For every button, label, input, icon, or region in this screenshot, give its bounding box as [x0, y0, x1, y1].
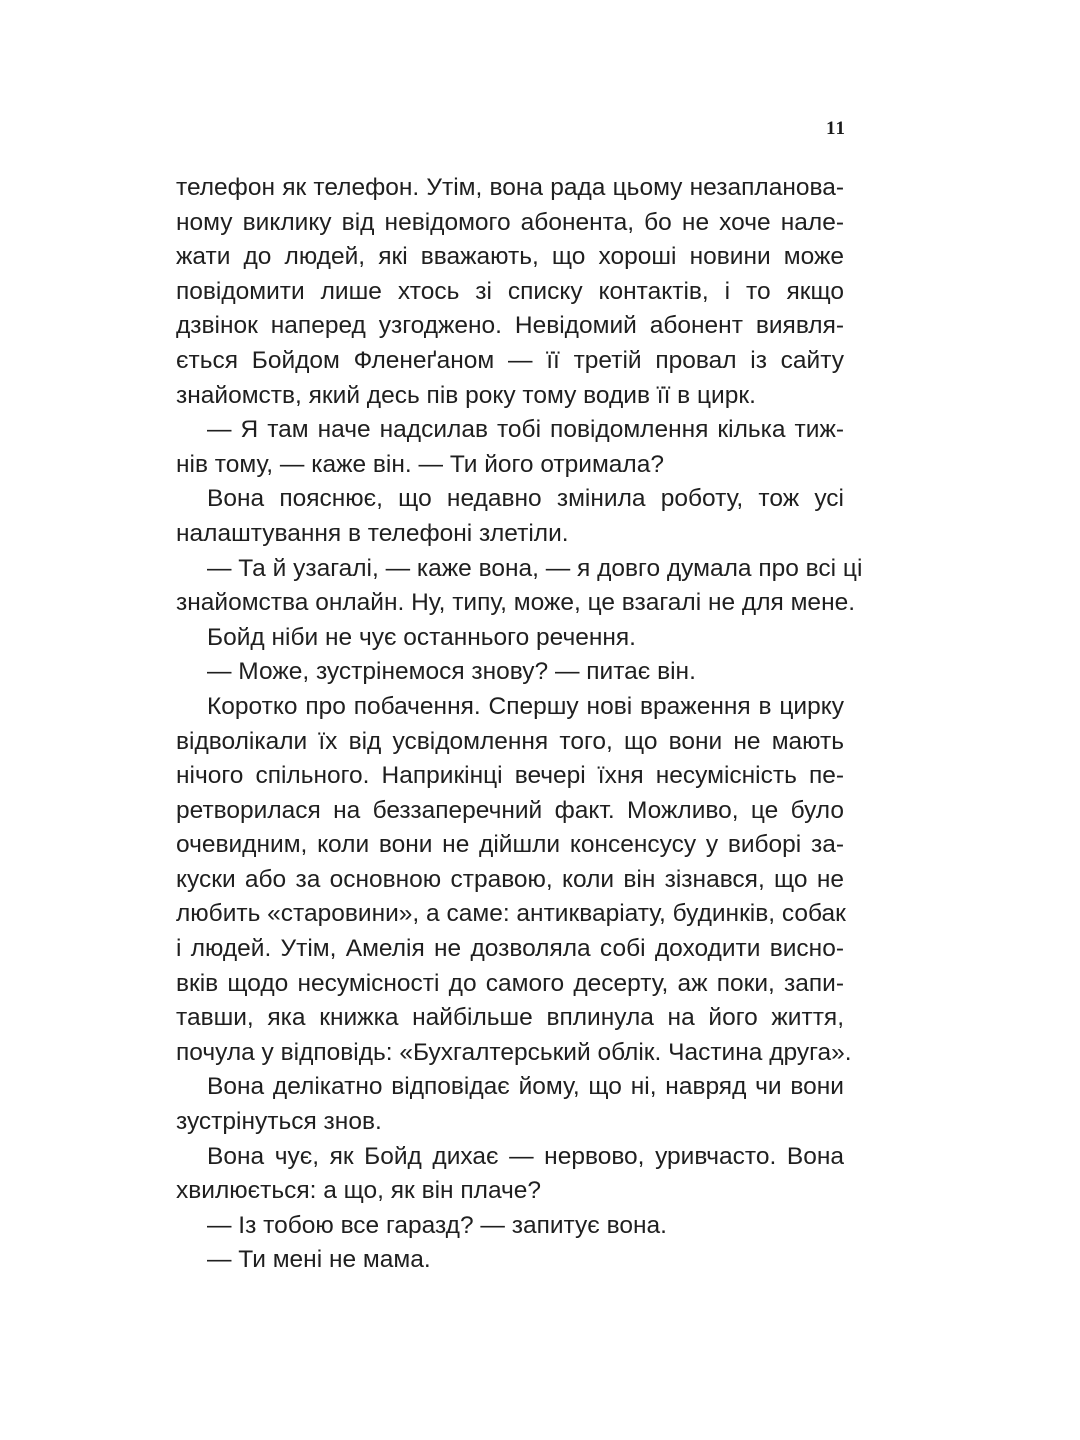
text-line: повідомити лише хтось зі списку контактів, і то якщо — [176, 277, 844, 305]
text-line: ретворилася на беззаперечний факт. Можливо, це було — [176, 796, 844, 824]
text-line: налаштування в телефоні злетіли. — [176, 519, 569, 547]
text-line: Вона пояснює, що недавно змінила роботу, тож усі — [207, 485, 844, 513]
text-line: ному виклику від невідомого абонента, бо не хоче нале- — [176, 208, 844, 236]
text-line: почула у відповідь: «Бухгалтерський облік. Частина друга». — [176, 1038, 852, 1066]
text-line: хвилюється: а що, як він плаче? — [176, 1177, 542, 1205]
text-line: куски або за основною стравою, коли він зізнався, що не — [176, 865, 844, 893]
text-line: вків щодо несумісності до самого десерту, аж поки, запи- — [176, 969, 844, 997]
text-line: Вона чує, як Бойд дихає — нервово, уривчасто. Вона — [207, 1142, 844, 1170]
body-text — [176, 171, 863, 1278]
text-line: дзвінок наперед узгоджено. Невідомий абонент виявля- — [176, 312, 844, 340]
text-line: і людей. Утім, Амелія не дозволяла собі доходити висно- — [176, 935, 844, 963]
text-line: нічого спільного. Наприкінці вечері їхня несумісність пе- — [176, 762, 844, 790]
text-line: відволікали їх від усвідомлення того, що вони не мають — [176, 727, 844, 755]
text-line: Бойд ніби не чує останнього речення. — [207, 623, 636, 651]
text-line: ється Бойдом Фленеґаном — її третій провал із сайту — [176, 346, 844, 374]
text-line: — Я там наче надсилав тобі повідомлення кілька тиж- — [207, 416, 844, 444]
text-line: очевидним, коли вони не дійшли консенсусу у виборі за- — [176, 831, 844, 859]
text-line: Вона делікатно відповідає йому, що ні, навряд чи вони — [207, 1073, 844, 1101]
text-line: знайомств, який десь пів року тому водив її в цирк. — [176, 381, 756, 409]
text-line: знайомства онлайн. Ну, типу, може, це взагалі не для мене. — [176, 589, 856, 617]
text-line: жати до людей, які вважають, що хороші новини може — [176, 243, 844, 271]
text-line: — Із тобою все гаразд? — запитує вона. — [207, 1211, 667, 1239]
text-line: — Ти мені не мама. — [207, 1246, 431, 1274]
text-line: зустрінуться знов. — [176, 1108, 382, 1136]
text-line: телефон як телефон. Утім, вона рада цьому незапланова- — [176, 174, 844, 201]
page-number: 11 — [826, 118, 846, 139]
text-line: любить «старовини», а саме: антикваріату, будинків, собак — [176, 900, 846, 928]
text-line: нів тому, — каже він. — Ти його отримала? — [176, 450, 664, 478]
text-line: тавши, яка книжка найбільше вплинула на його життя, — [176, 1004, 844, 1032]
text-line: Коротко про побачення. Спершу нові враження в цирку — [207, 692, 844, 720]
text-line: — Та й узагалі, — каже вона, — я довго думала про всі ці — [207, 554, 863, 582]
text-line: — Може, зустрінемося знову? — питає він. — [207, 658, 696, 686]
